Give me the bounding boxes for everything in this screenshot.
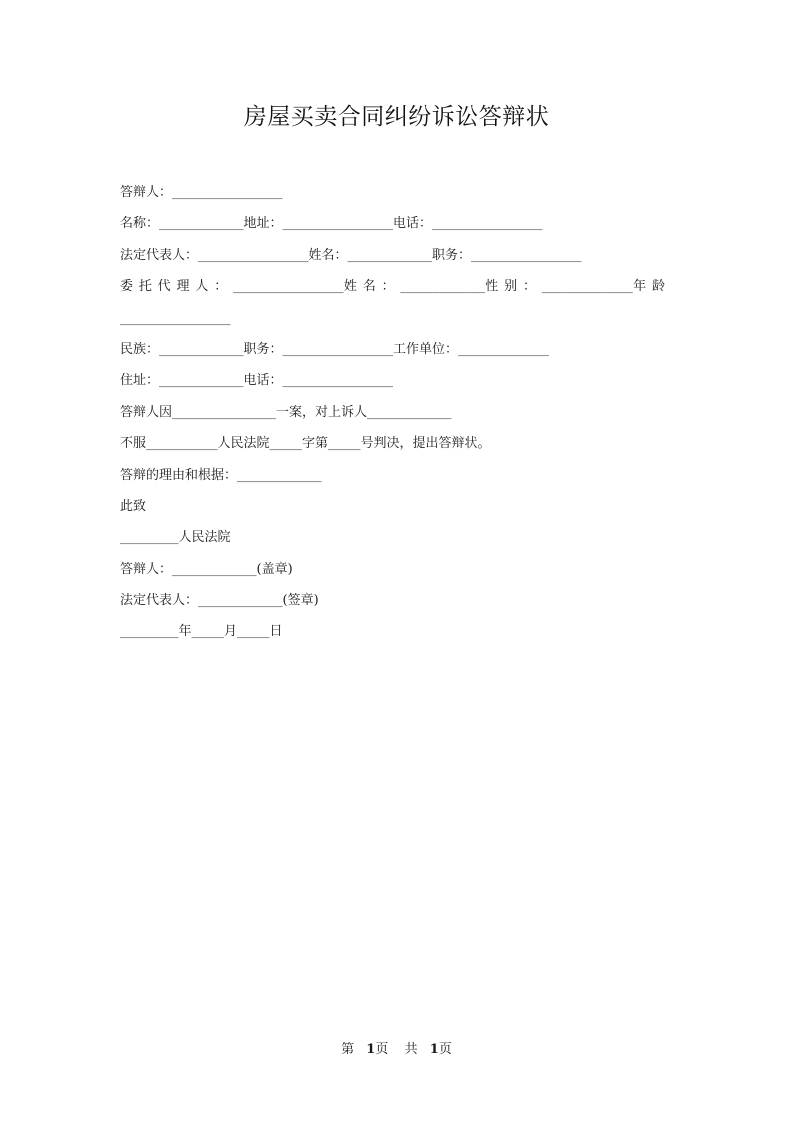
total-pages: 1 [429,1042,439,1057]
document-body [120,177,665,648]
salutation-line: 此致 [120,498,147,514]
date-line: _________年_____月_____日 [120,624,283,640]
legal-representative-line: 法定代表人：_________________姓名：_____________职务：_________________ [120,247,582,263]
court-line: _________人民法院 [120,530,231,546]
agent-age-blank-line: _________________ [120,310,231,326]
case-reference-line: 答辩人因________________一案，对上诉人_____________ [120,404,452,420]
residence-phone-line: 住址：_____________电话：_________________ [120,373,394,389]
document-title: 房屋买卖合同纠纷诉讼答辩状 [243,104,550,130]
page-prefix: 第 [341,1042,355,1057]
name-address-phone-line: 名称：_____________地址：_________________电话：_________________ [120,216,543,232]
page-footer [0,1040,793,1060]
total-suffix: 页 [438,1042,452,1057]
judgment-objection-line: 不服___________人民法院_____字第_____号判决，提出答辩状。 [120,436,491,452]
reasons-line: 答辩的理由和根据：_____________ [120,467,322,483]
page-number: 1 [366,1042,376,1057]
total-prefix: 共 [404,1042,418,1057]
respondent-line: 答辩人：_________________ [120,185,283,200]
page-suffix: 页 [375,1042,389,1057]
ethnicity-position-workplace-line: 民族：_____________职务：_________________工作单位：______________ [120,341,550,357]
agent-line: 委 托 代 理 人 ： _________________姓 名 ： _____________性 别 ： ______________年 龄 [120,279,665,295]
respondent-seal-line: 答辩人：_____________(盖章) [120,561,293,577]
representative-signature-line: 法定代表人：_____________(签章) [120,593,319,609]
